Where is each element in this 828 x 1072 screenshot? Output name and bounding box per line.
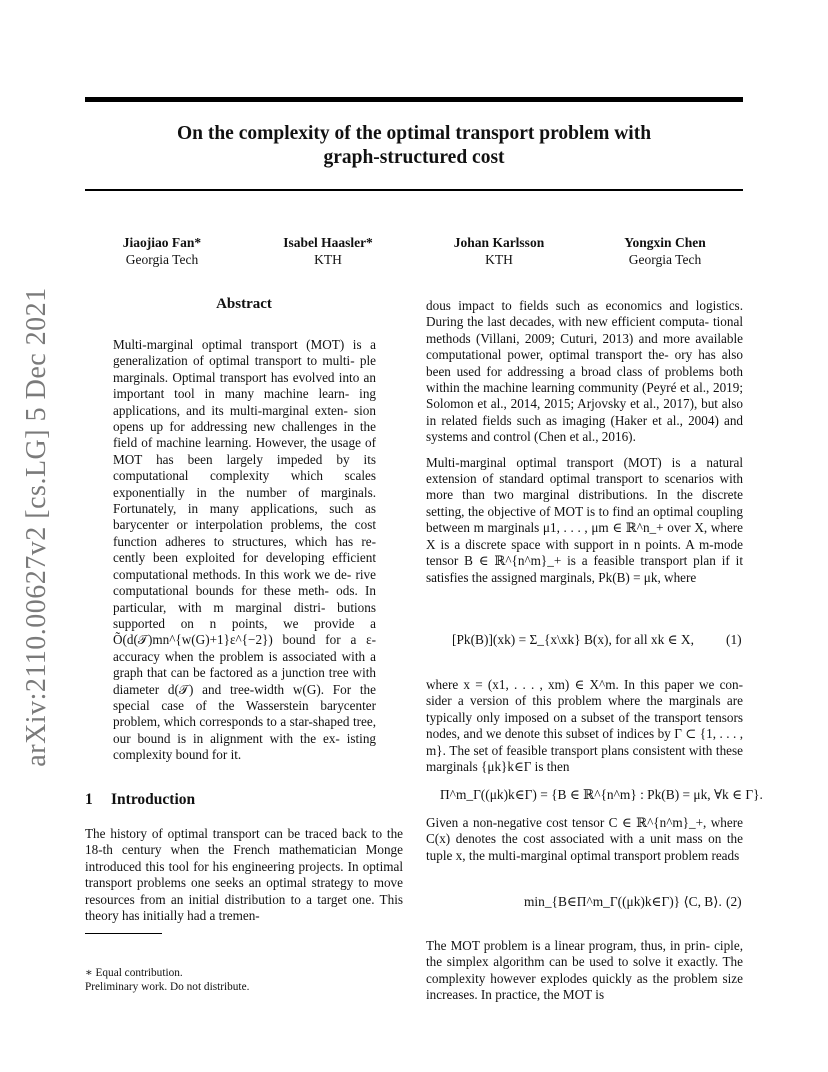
body-line: Given a non-negative cost tensor C ∈ ℝ^{n^m}_+, where C(x)	[426, 815, 743, 847]
author-4	[575, 234, 755, 268]
intro-line: to a target one. This theory has initially had a tremen-	[85, 891, 403, 924]
footnote-line: ∗ Equal contribution.	[85, 967, 183, 979]
abstract-line: that can be factored as a junction tree with	[147, 665, 376, 681]
section-heading-introduction	[85, 791, 195, 809]
body-line: sider a version of this problem where the marginals	[426, 693, 721, 709]
footnote-line: Preliminary work. Do not distribute.	[85, 981, 250, 993]
abstract-line: the usage of MOT has been largely impeded	[113, 435, 376, 467]
body-line: transport plan if it satisfies the assigned marginals,	[426, 553, 743, 585]
abstract-line: exponentially in the number of marginals.	[113, 484, 376, 500]
intro-line: Monge introduced this tool for his engineering projects.	[85, 842, 403, 874]
abstract-paragraph	[113, 337, 376, 764]
body-line: et al., 2016).	[569, 429, 636, 445]
introduction-left-column	[85, 826, 403, 924]
abstract-line: function adheres to structures, which has re-	[113, 533, 376, 549]
body-line: (Peyré et al., 2019; Solomon et al., 2014, 2015; Arjovsky	[426, 380, 744, 412]
abstract-line: into an important tool in many machine learn-	[113, 369, 377, 402]
body-line: ory has also been used for addressing a broad class of	[426, 347, 744, 379]
body-line: ℝ^n_+ over X, where X is a discrete space with support	[426, 520, 744, 552]
equation-1-number: (1)	[726, 632, 742, 647]
body-line: Γ ⊂ {1, . . . , m}. The set of feasible transport plans	[426, 726, 743, 758]
author-affiliation: Georgia Tech	[628, 252, 702, 267]
abstract-line: cently been exploited for developing efficient	[113, 550, 376, 566]
body-line: with more than two marginal distributions. In the	[426, 471, 743, 503]
author-name: Yongxin Chen	[624, 235, 706, 250]
author-name: Jiaojiao Fan*	[122, 235, 202, 250]
author-affiliation: Georgia Tech	[125, 252, 199, 267]
body-line: (Haker et al., 2004) and systems and control (Chen	[426, 412, 744, 445]
abstract-line: in the field of machine learning. However,	[113, 419, 377, 451]
footnote	[85, 966, 405, 994]
intro-line: In optimal transport problems one seeks an optimal	[85, 858, 404, 891]
abstract-line: butions supported on n points, we provide a	[113, 599, 376, 631]
body-line: tuple x, the multi-marginal optimal transport problem	[426, 847, 709, 863]
body-line: extension of standard optimal transport to scenarios	[426, 471, 714, 487]
abstract-heading: Abstract	[216, 296, 272, 312]
body-line: optimal coupling between m marginals μ1, . . . , μm ∈	[426, 503, 743, 536]
right-paragraph-4	[426, 815, 743, 864]
right-paragraph-5	[426, 938, 743, 1004]
abstract-line: Õ(d(𝒯)mn^{w(G)+1}ε^{−2}) bound for a ε-accuracy	[113, 632, 376, 664]
author-name: Johan Karlsson	[453, 235, 545, 250]
body-line: available computational power, optimal transport the-	[426, 330, 744, 363]
body-line: the problem size increases. In practice, the MOT is	[426, 970, 744, 1003]
title-line-2: graph-structured cost	[323, 147, 505, 168]
title-top-rule	[85, 97, 743, 102]
intro-paragraph	[85, 826, 403, 924]
equation-2-number: (2)	[726, 894, 742, 909]
abstract-line: ple marginals. Optimal transport has evolved	[113, 353, 377, 385]
abstract-line: Fortunately, in many applications, such as	[113, 501, 376, 517]
equation-2: min_{B∈Π^m_Γ((μk)k∈Γ)} ⟨C, B⟩.	[524, 894, 722, 909]
abstract-line: when the problem is associated with a graph	[113, 648, 376, 681]
author-affiliation: KTH	[314, 252, 342, 267]
abstract-line: by its computational complexity which scales	[113, 451, 377, 484]
section-number: 1	[85, 791, 93, 808]
author-2	[238, 234, 418, 268]
right-paragraph-2	[426, 455, 743, 586]
abstract-line: ing applications, and its multi-marginal exten-	[113, 386, 377, 418]
abstract-line: Multi-marginal optimal transport (MOT) is a	[113, 337, 376, 352]
body-line: exactly. The complexity however explodes quickly as	[426, 954, 743, 986]
author-affiliation: KTH	[485, 252, 513, 267]
arxiv-identifier: arXiv:2110.00627v2 [cs.LG] 5 Dec 2021	[21, 287, 52, 767]
body-line: dous impact to fields such as economics and logistics.	[426, 298, 743, 313]
body-line: During the last decades, with new efficient computa-	[426, 314, 710, 330]
title-bottom-rule	[85, 189, 743, 191]
footnote-rule	[85, 933, 162, 934]
body-line: Multi-marginal optimal transport (MOT) is a natural	[426, 454, 743, 470]
abstract-line: ods. In particular, with m marginal distri-	[113, 583, 377, 615]
right-paragraph-1	[426, 298, 743, 446]
body-line: discrete setting, the objective of MOT is to find an	[426, 487, 743, 519]
body-line: in n points. A m-mode tensor B ∈ ℝ^{n^m}_+ is a feasible	[426, 536, 743, 569]
intro-line: to the 18-th century when the French mathematician	[85, 826, 404, 858]
right-column-cost	[426, 815, 743, 864]
body-line: ciple, the simplex algorithm can be used to solve it	[426, 938, 743, 970]
title-line-1: On the complexity of the optimal transport problem with	[176, 123, 652, 144]
body-line: consistent with these marginals {μk}k∈Γ is then	[426, 742, 743, 775]
abstract-line: isting complexity bound for it.	[113, 730, 377, 763]
body-line: problems both within the machine learning community	[426, 363, 744, 396]
abstract-line: generalization of optimal transport to multi-	[113, 353, 355, 369]
body-line: Pk(B) = μk, where	[598, 569, 697, 585]
body-line: where x = (x1, . . . , xm) ∈ X^m. In this paper we con-	[426, 677, 743, 692]
intro-line: The history of optimal transport can be traced back	[85, 826, 367, 841]
equation-feasible-set: Π^m_Γ((μk)k∈Γ) = {B ∈ ℝ^{n^m} : Pk(B) = μk, ∀k ∈ Γ}.	[440, 787, 763, 802]
author-1	[72, 234, 252, 268]
abstract-line: barycenter or interpolation problems, the cost	[113, 517, 376, 533]
right-paragraph-3	[426, 677, 743, 775]
abstract-line: tree, our bound is in alignment with the ex-	[113, 714, 376, 746]
author-3	[409, 234, 589, 268]
abstract-line: special case of the Wasserstein barycenter	[113, 697, 376, 713]
abstract-body	[113, 337, 376, 764]
right-column-continued	[426, 677, 743, 775]
abstract-line: sion opens up for addressing new challenges	[113, 402, 376, 435]
abstract-line: computational methods. In this work we de-	[113, 566, 352, 582]
body-line: The MOT problem is a linear program, thus, in prin-	[426, 938, 710, 953]
abstract-line: rive computational bounds for these meth-	[113, 566, 376, 599]
paper-title	[85, 122, 743, 170]
body-line: reads	[711, 847, 740, 863]
body-line: are typically only imposed on a subset of the transport	[426, 693, 743, 725]
body-line: denotes the cost associated with a unit mass on the	[455, 831, 744, 847]
abstract-line: problem, which corresponds to a star-shaped	[113, 714, 350, 730]
body-line: tensors nodes, and we denote this subset of indices by	[426, 709, 743, 742]
arxiv-side-stamp	[19, 287, 55, 767]
right-column	[426, 298, 743, 586]
abstract-line: diameter d(𝒯) and tree-width w(G). For the	[113, 681, 376, 697]
body-line: et al., 2017), but also in related fields such as imaging	[426, 396, 743, 428]
right-column-bottom	[426, 938, 743, 1004]
intro-line: strategy to move resources from an initial distribution	[85, 875, 403, 907]
author-name: Isabel Haasler*	[283, 235, 373, 250]
section-title: Introduction	[111, 791, 196, 808]
body-line: tional methods (Villani, 2009; Cuturi, 2013) and more	[426, 314, 743, 346]
equation-1: [Pk(B)](xk) = Σ_{x\xk} B(x), for all xk ∈ X,	[452, 632, 694, 647]
